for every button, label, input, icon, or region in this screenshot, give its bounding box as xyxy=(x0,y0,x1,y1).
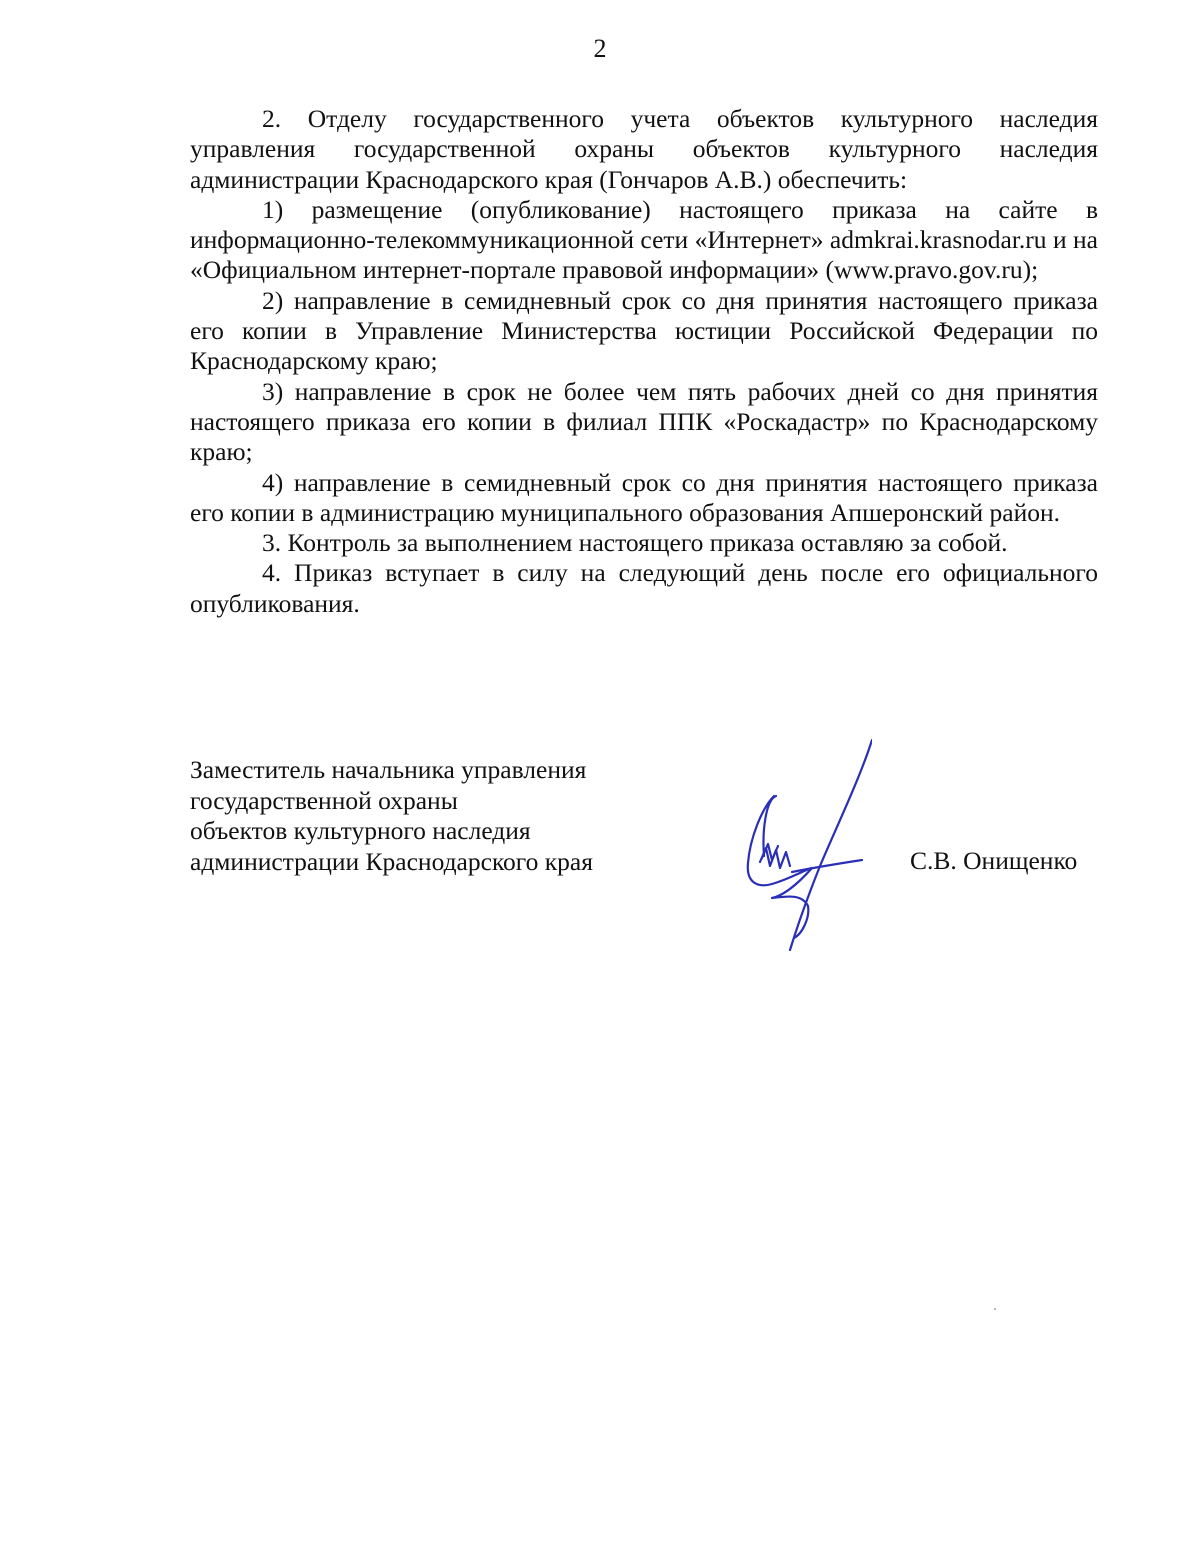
paragraph-subitem-3: 3) направление в срок не более чем пять рабочих дней со дня принятия настоящего приказа его копии в филиал ППК «Роскадастр» по Краснодарскому краю; xyxy=(190,376,1098,467)
signatory-title-line: государственной охраны xyxy=(190,785,458,815)
signatory-name: С.В. Онищенко xyxy=(910,846,1078,875)
document-body xyxy=(190,104,1098,619)
signatory-title-line: объектов культурного наследия xyxy=(190,816,531,845)
page-number: 2 xyxy=(593,34,607,63)
signatory-title-line: Заместитель начальника управления xyxy=(190,755,587,784)
signature-stroke xyxy=(792,860,862,872)
paragraph-item-2: 2. Отделу государственного учета объектов культурного наследия управления государственной охраны объектов культурного наследия администрации Краснодарского края (Гончаров А.В.) обеспечить: xyxy=(190,104,1098,194)
paragraph-item-3: 3. Контроль за выполнением настоящего приказа оставляю за собой. xyxy=(262,528,1008,558)
signatory-title xyxy=(190,755,593,877)
paragraph-subitem-2: 2) направление в семидневный срок со дня принятия настоящего приказа его копии в Управление Министерства юстиции Российской Федерации по Краснодарскому краю; xyxy=(190,285,1098,376)
paragraph-subitem-4: 4) направление в семидневный срок со дня принятия настоящего приказа его копии в администрацию муниципального образования Апшеронский район. xyxy=(190,467,1098,527)
paragraph-subitem-1: 1) размещение (опубликование) настоящего приказа на сайте в информационно-телекоммуникационной сети «Интернет» admkrai.krasnodar.ru и на «Официальном интернет-портале правовой информации» (www.pravo.gov.ru); xyxy=(190,194,1098,285)
signatory-title-line: администрации Краснодарского края xyxy=(190,846,593,876)
scan-speck xyxy=(994,1308,996,1310)
signature-block xyxy=(190,755,1100,955)
signature-stroke xyxy=(790,740,872,950)
paragraph-item-4: 4. Приказ вступает в силу на следующий день после его официального опубликования. xyxy=(190,558,1098,618)
handwritten-signature xyxy=(732,738,872,953)
